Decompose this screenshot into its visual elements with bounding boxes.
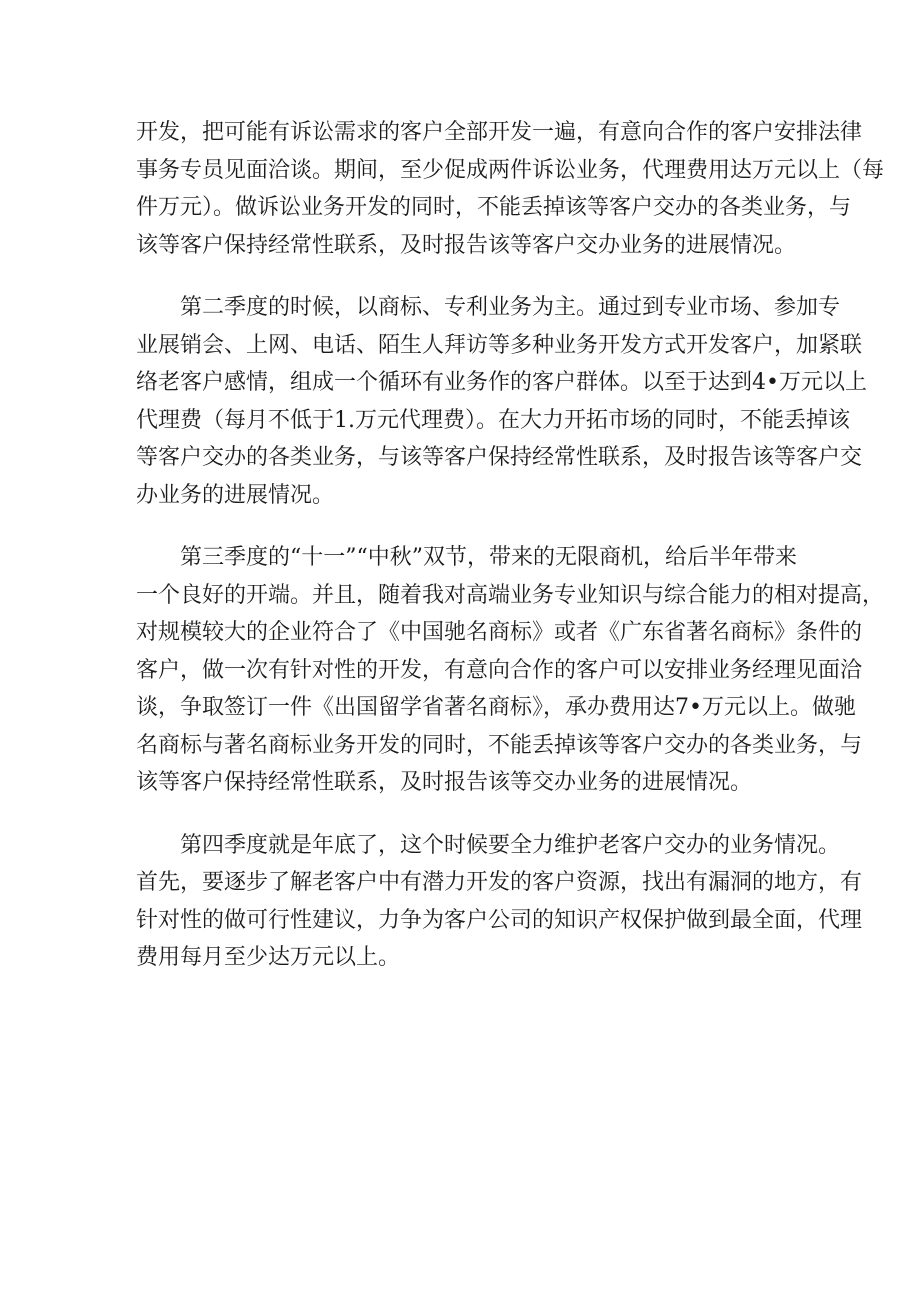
paragraph-q2-trademark-patent	[136, 289, 867, 514]
text-line: 费用每月至少达万元以上。	[136, 945, 401, 970]
text-line: 代理费（每月不低于1.万元代理费）。在大力开拓市场的同时，不能丢掉该	[136, 407, 850, 433]
text-line: 针对性的做可行性建议，力争为客户公司的知识产权保护做到最全面，代理	[136, 907, 863, 933]
text-line: 第二季度的时候，以商标、专利业务为主。通过到专业市场、参加专	[180, 295, 841, 320]
paragraph-q1-litigation	[136, 114, 885, 264]
text-line: 客户，做一次有针对性的开发，有意向合作的客户可以安排业务经理见面洽	[136, 657, 863, 683]
text-line: 事务专员见面洽谈。期间，至少促成两件诉讼业务，代理费用达万元以上（每	[136, 157, 885, 183]
text-line: 络老客户感情，组成一个循环有业务作的客户群体。以至于达到4•万元以上	[136, 370, 867, 395]
text-line: 开发，把可能有诉讼需求的客户全部开发一遍，有意向合作的客户安排法律	[136, 120, 863, 145]
text-line: 一个良好的开端。并且，随着我对高端业务专业知识与综合能力的相对提高，	[136, 582, 885, 608]
paragraph-q3-famous-trademark	[136, 539, 885, 802]
text-line: 谈，争取签订一件《出国留学省著名商标》，承办费用达7•万元以上。做驰	[136, 695, 856, 720]
document-body	[136, 114, 885, 1002]
text-line: 该等客户保持经常性联系，及时报告该等客户交办业务的进展情况。	[136, 232, 797, 258]
text-line: 等客户交办的各类业务，与该等客户保持经常性联系，及时报告该等客户交	[136, 445, 863, 470]
text-line: 办业务的进展情况。	[136, 482, 335, 508]
text-line: 对规模较大的企业符合了《中国驰名商标》或者《广东省著名商标》条件的	[136, 620, 863, 645]
text-line: 首先，要逐步了解老客户中有潜力开发的客户资源，找出有漏洞的地方，有	[136, 870, 863, 895]
text-line: 件万元）。做诉讼业务开发的同时，不能丢掉该等客户交办的各类业务，与	[136, 195, 852, 220]
text-line: 第三季度的“十一”“中秋”双节，带来的无限商机，给后半年带来	[180, 545, 797, 570]
text-line: 该等客户保持经常性联系，及时报告该等交办业务的进展情况。	[136, 770, 753, 795]
paragraph-q4-maintain-clients	[136, 827, 863, 977]
text-line: 名商标与著名商标业务开发的同时，不能丢掉该等客户交办的各类业务，与	[136, 732, 863, 758]
text-line: 第四季度就是年底了，这个时候要全力维护老客户交办的业务情况。	[180, 832, 841, 858]
text-line: 业展销会、上网、电话、陌生人拜访等多种业务开发方式开发客户，加紧联	[136, 332, 863, 358]
